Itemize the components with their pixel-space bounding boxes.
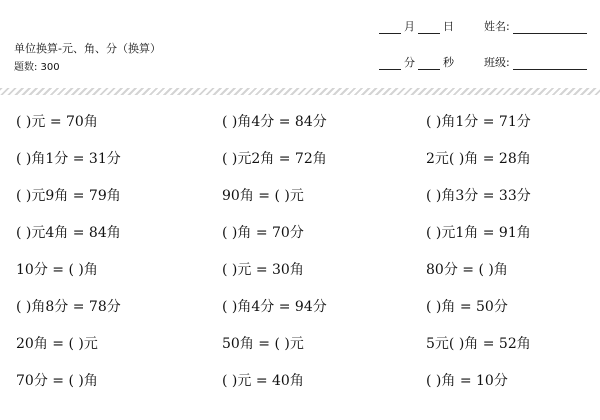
name-blank[interactable]: [513, 21, 587, 34]
problem-item: ( )元 = 70角: [16, 114, 98, 130]
problem-item: ( )元1角 = 91角: [426, 225, 531, 241]
problem-item: 10分 = ( )角: [16, 262, 98, 278]
problem-grid: [0, 112, 600, 408]
problem-item: 2元( )角 = 28角: [426, 151, 531, 167]
problem-row: [0, 334, 600, 371]
problem-item: ( )角 = 70分: [222, 225, 304, 241]
worksheet-header: [0, 0, 600, 88]
class-field: [484, 54, 590, 70]
month-blank[interactable]: [379, 21, 401, 34]
problem-item: 20角 = ( )元: [16, 336, 98, 352]
problem-item: ( )元 = 40角: [222, 373, 304, 389]
problem-item: ( )角3分 = 33分: [426, 188, 531, 204]
problem-item: ( )角 = 50分: [426, 299, 508, 315]
problem-item: ( )角1分 = 31分: [16, 151, 121, 167]
problem-row: [0, 112, 600, 149]
problem-row: [0, 186, 600, 223]
problem-row: [0, 371, 600, 408]
problem-row: [0, 223, 600, 260]
problem-item: 5元( )角 = 52角: [426, 336, 531, 352]
name-field: [484, 18, 590, 34]
class-label: 班级:: [484, 56, 510, 69]
problem-item: 80分 = ( )角: [426, 262, 508, 278]
problem-item: ( )角1分 = 71分: [426, 114, 531, 130]
second-label: 秒: [443, 56, 454, 69]
time-field: [376, 54, 454, 70]
problem-count: 题数: 300: [14, 62, 60, 73]
date-field: [376, 18, 454, 34]
second-blank[interactable]: [418, 57, 440, 70]
month-label: 月: [404, 20, 415, 33]
name-label: 姓名:: [484, 20, 510, 33]
worksheet-title: 单位换算-元、角、分（换算）: [14, 42, 161, 55]
problem-row: [0, 260, 600, 297]
problem-item: 70分 = ( )角: [16, 373, 98, 389]
problem-item: 90角 = ( )元: [222, 188, 304, 204]
day-label: 日: [443, 20, 454, 33]
problem-row: [0, 297, 600, 334]
problem-row: [0, 149, 600, 186]
problem-item: ( )角4分 = 84分: [222, 114, 327, 130]
problem-item: ( )元4角 = 84角: [16, 225, 121, 241]
problem-item: ( )角8分 = 78分: [16, 299, 121, 315]
problem-item: ( )元 = 30角: [222, 262, 304, 278]
problem-item: ( )角4分 = 94分: [222, 299, 327, 315]
problem-item: ( )元2角 = 72角: [222, 151, 327, 167]
problem-item: 50角 = ( )元: [222, 336, 304, 352]
day-blank[interactable]: [418, 21, 440, 34]
minute-blank[interactable]: [379, 57, 401, 70]
problem-item: ( )角 = 10分: [426, 373, 508, 389]
hatched-divider: [0, 88, 600, 95]
problem-item: ( )元9角 = 79角: [16, 188, 121, 204]
minute-label: 分: [404, 56, 415, 69]
class-blank[interactable]: [513, 57, 587, 70]
